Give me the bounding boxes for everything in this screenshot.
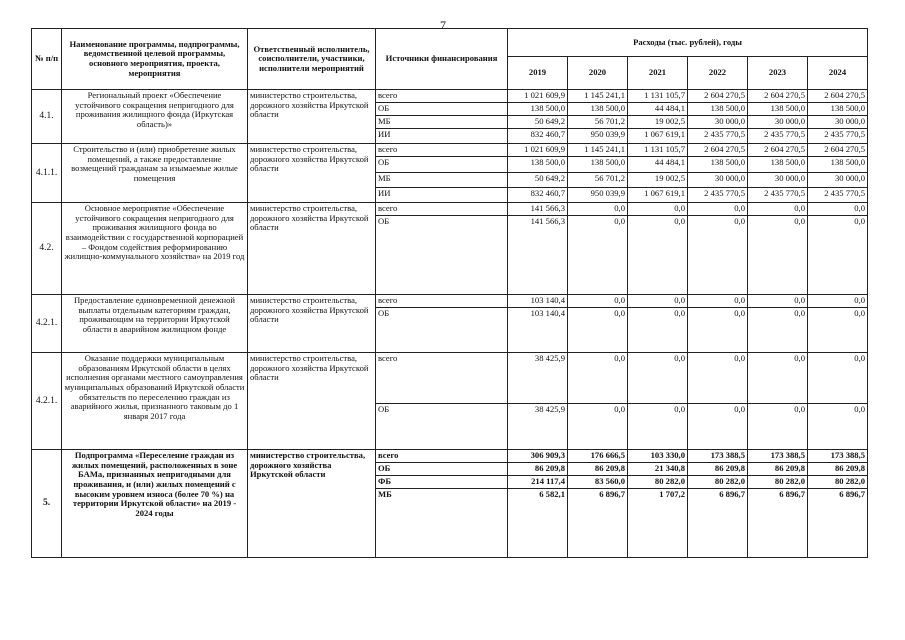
value-cell: 0,0 — [628, 353, 688, 404]
value-cell: 0,0 — [628, 203, 688, 216]
value-cell: 138 500,0 — [508, 157, 568, 173]
header-year: 2023 — [748, 57, 808, 90]
page-number: 7 — [440, 18, 446, 32]
source-cell: ОБ — [376, 103, 508, 116]
value-cell: 1 067 619,1 — [628, 129, 688, 144]
row-name: Предоставление единовременной денежной выплаты отдельным категориям граждан, проживающим на территории Иркутской области в аварийном жилищном фонде — [62, 295, 248, 353]
value-cell: 2 604 270,5 — [808, 144, 868, 157]
source-cell: всего — [376, 203, 508, 216]
row-number: 4.2.1. — [32, 353, 62, 450]
value-cell: 0,0 — [628, 216, 688, 295]
value-cell: 950 039,9 — [568, 129, 628, 144]
row-number: 5. — [32, 450, 62, 558]
source-cell: всего — [376, 144, 508, 157]
header-expenses: Расходы (тыс. рублей), годы — [508, 29, 868, 57]
value-cell: 2 435 770,5 — [748, 188, 808, 203]
row-number: 4.2. — [32, 203, 62, 295]
value-cell: 1 707,2 — [628, 489, 688, 558]
header-year: 2019 — [508, 57, 568, 90]
value-cell: 138 500,0 — [688, 103, 748, 116]
value-cell: 1 021 609,9 — [508, 90, 568, 103]
expenses-table — [31, 28, 868, 558]
value-cell: 19 002,5 — [628, 116, 688, 129]
value-cell: 30 000,0 — [748, 173, 808, 188]
value-cell: 173 388,5 — [808, 450, 868, 463]
value-cell: 6 896,7 — [688, 489, 748, 558]
table-row — [32, 90, 868, 103]
value-cell: 1 145 241,1 — [568, 90, 628, 103]
value-cell: 141 566,3 — [508, 203, 568, 216]
value-cell: 44 484,1 — [628, 157, 688, 173]
value-cell: 86 209,8 — [508, 463, 568, 476]
value-cell: 138 500,0 — [508, 103, 568, 116]
header-name: Наименование программы, подпрограммы, ведомственной целевой программы, основного мероприятия, проекта, мероприятия — [62, 29, 248, 90]
value-cell: 138 500,0 — [568, 103, 628, 116]
table-row — [32, 295, 868, 308]
value-cell: 832 460,7 — [508, 129, 568, 144]
value-cell: 0,0 — [748, 353, 808, 404]
source-cell: ОБ — [376, 216, 508, 295]
value-cell: 0,0 — [808, 203, 868, 216]
row-responsible: министерство строительства, дорожного хозяйства Иркутской области — [248, 450, 376, 558]
value-cell: 0,0 — [568, 308, 628, 353]
source-cell: всего — [376, 295, 508, 308]
source-cell: ИИ — [376, 188, 508, 203]
header-num: № п/п — [32, 29, 62, 90]
value-cell: 0,0 — [748, 203, 808, 216]
table-row — [32, 353, 868, 404]
value-cell: 0,0 — [688, 295, 748, 308]
value-cell: 0,0 — [628, 295, 688, 308]
value-cell: 138 500,0 — [808, 103, 868, 116]
table-row — [32, 144, 868, 157]
value-cell: 214 117,4 — [508, 476, 568, 489]
row-responsible: министерство строительства, дорожного хозяйства Иркутской области — [248, 353, 376, 450]
value-cell: 0,0 — [628, 404, 688, 450]
header-year: 2022 — [688, 57, 748, 90]
value-cell: 0,0 — [748, 404, 808, 450]
value-cell: 138 500,0 — [748, 157, 808, 173]
value-cell: 2 435 770,5 — [688, 129, 748, 144]
value-cell: 6 896,7 — [568, 489, 628, 558]
row-name: Подпрограмма «Переселение граждан из жилых помещений, расположенных в зоне БАМа, признанных непригодными для проживания, и (или) жилых помещений с высоким уровнем износа (более 70 %) на территории Иркутской области» на 2019 - 2024 годы — [62, 450, 248, 558]
source-cell: всего — [376, 353, 508, 404]
value-cell: 141 566,3 — [508, 216, 568, 295]
source-cell: всего — [376, 450, 508, 463]
value-cell: 56 701,2 — [568, 116, 628, 129]
row-name: Региональный проект «Обеспечение устойчивого сокращения непригодного для проживания жилищного фонда (Иркутская область)» — [62, 90, 248, 144]
value-cell: 0,0 — [688, 404, 748, 450]
value-cell: 80 282,0 — [808, 476, 868, 489]
row-number: 4.1. — [32, 90, 62, 144]
row-number: 4.1.1. — [32, 144, 62, 203]
source-cell: ОБ — [376, 404, 508, 450]
value-cell: 0,0 — [568, 203, 628, 216]
value-cell: 0,0 — [688, 216, 748, 295]
value-cell: 83 560,0 — [568, 476, 628, 489]
value-cell: 103 140,4 — [508, 295, 568, 308]
value-cell: 0,0 — [748, 308, 808, 353]
value-cell: 0,0 — [628, 308, 688, 353]
source-cell: всего — [376, 90, 508, 103]
value-cell: 6 896,7 — [748, 489, 808, 558]
source-cell: МБ — [376, 116, 508, 129]
value-cell: 30 000,0 — [688, 173, 748, 188]
value-cell: 1 067 619,1 — [628, 188, 688, 203]
row-name: Основное мероприятие «Обеспечение устойчивого сокращения непригодного для проживания жилищного фонда во взаимодействии с государственной корпорацией – Фондом содействия реформированию жилищно-коммунального хозяйства» на 2019 год — [62, 203, 248, 295]
row-responsible: министерство строительства, дорожного хозяйства Иркутской области — [248, 90, 376, 144]
value-cell: 0,0 — [568, 353, 628, 404]
value-cell: 832 460,7 — [508, 188, 568, 203]
value-cell: 30 000,0 — [808, 116, 868, 129]
value-cell: 138 500,0 — [808, 157, 868, 173]
value-cell: 0,0 — [568, 216, 628, 295]
source-cell: ОБ — [376, 157, 508, 173]
row-name: Оказание поддержки муниципальным образованиям Иркутской области в целях исполнения органами местного самоуправления муниципальных образований Иркутской области обязательств по переселению граждан из аварийного жилья, признанного таковым до 1 января 2017 года — [62, 353, 248, 450]
value-cell: 30 000,0 — [688, 116, 748, 129]
value-cell: 0,0 — [748, 216, 808, 295]
value-cell: 1 131 105,7 — [628, 90, 688, 103]
value-cell: 80 282,0 — [628, 476, 688, 489]
value-cell: 173 388,5 — [748, 450, 808, 463]
value-cell: 2 604 270,5 — [808, 90, 868, 103]
value-cell: 1 021 609,9 — [508, 144, 568, 157]
header-source: Источники финансирования — [376, 29, 508, 90]
source-cell: ИИ — [376, 129, 508, 144]
value-cell: 138 500,0 — [748, 103, 808, 116]
value-cell: 6 896,7 — [808, 489, 868, 558]
value-cell: 138 500,0 — [568, 157, 628, 173]
value-cell: 176 666,5 — [568, 450, 628, 463]
value-cell: 950 039,9 — [568, 188, 628, 203]
header-year: 2020 — [568, 57, 628, 90]
source-cell: ОБ — [376, 308, 508, 353]
value-cell: 2 604 270,5 — [688, 144, 748, 157]
value-cell: 2 435 770,5 — [808, 188, 868, 203]
value-cell: 173 388,5 — [688, 450, 748, 463]
value-cell: 2 435 770,5 — [808, 129, 868, 144]
source-cell: МБ — [376, 173, 508, 188]
value-cell: 0,0 — [748, 295, 808, 308]
header-year: 2024 — [808, 57, 868, 90]
value-cell: 86 209,8 — [688, 463, 748, 476]
value-cell: 38 425,9 — [508, 353, 568, 404]
row-responsible: министерство строительства, дорожного хозяйства Иркутской области — [248, 295, 376, 353]
value-cell: 19 002,5 — [628, 173, 688, 188]
table-row — [32, 203, 868, 216]
value-cell: 30 000,0 — [808, 173, 868, 188]
table-body — [32, 90, 868, 558]
value-cell: 0,0 — [688, 203, 748, 216]
value-cell: 86 209,8 — [808, 463, 868, 476]
value-cell: 80 282,0 — [748, 476, 808, 489]
source-cell: ФБ — [376, 476, 508, 489]
row-number: 4.2.1. — [32, 295, 62, 353]
value-cell: 0,0 — [808, 353, 868, 404]
value-cell: 50 649,2 — [508, 173, 568, 188]
value-cell: 2 604 270,5 — [748, 144, 808, 157]
value-cell: 103 140,4 — [508, 308, 568, 353]
row-responsible: министерство строительства, дорожного хозяйства Иркутской области — [248, 144, 376, 203]
value-cell: 103 330,0 — [628, 450, 688, 463]
row-name: Строительство и (или) приобретение жилых помещений, а также предоставление возмещений гражданам за изымаемые жилые помещения — [62, 144, 248, 203]
source-cell: ОБ — [376, 463, 508, 476]
value-cell: 86 209,8 — [568, 463, 628, 476]
value-cell: 56 701,2 — [568, 173, 628, 188]
source-cell: МБ — [376, 489, 508, 558]
value-cell: 0,0 — [688, 308, 748, 353]
header-responsible: Ответственный исполнитель, соисполнители, участники, исполнители мероприятий — [248, 29, 376, 90]
value-cell: 0,0 — [568, 295, 628, 308]
value-cell: 0,0 — [688, 353, 748, 404]
value-cell: 306 909,3 — [508, 450, 568, 463]
value-cell: 0,0 — [808, 404, 868, 450]
value-cell: 2 435 770,5 — [688, 188, 748, 203]
value-cell: 2 604 270,5 — [748, 90, 808, 103]
value-cell: 1 145 241,1 — [568, 144, 628, 157]
value-cell: 50 649,2 — [508, 116, 568, 129]
value-cell: 0,0 — [808, 308, 868, 353]
value-cell: 6 582,1 — [508, 489, 568, 558]
value-cell: 80 282,0 — [688, 476, 748, 489]
value-cell: 21 340,8 — [628, 463, 688, 476]
value-cell: 2 435 770,5 — [748, 129, 808, 144]
header-year: 2021 — [628, 57, 688, 90]
value-cell: 86 209,8 — [748, 463, 808, 476]
value-cell: 44 484,1 — [628, 103, 688, 116]
value-cell: 38 425,9 — [508, 404, 568, 450]
table-row — [32, 450, 868, 463]
value-cell: 138 500,0 — [688, 157, 748, 173]
value-cell: 0,0 — [808, 295, 868, 308]
value-cell: 0,0 — [568, 404, 628, 450]
value-cell: 1 131 105,7 — [628, 144, 688, 157]
row-responsible: министерство строительства, дорожного хозяйства Иркутской области — [248, 203, 376, 295]
value-cell: 2 604 270,5 — [688, 90, 748, 103]
value-cell: 0,0 — [808, 216, 868, 295]
value-cell: 30 000,0 — [748, 116, 808, 129]
